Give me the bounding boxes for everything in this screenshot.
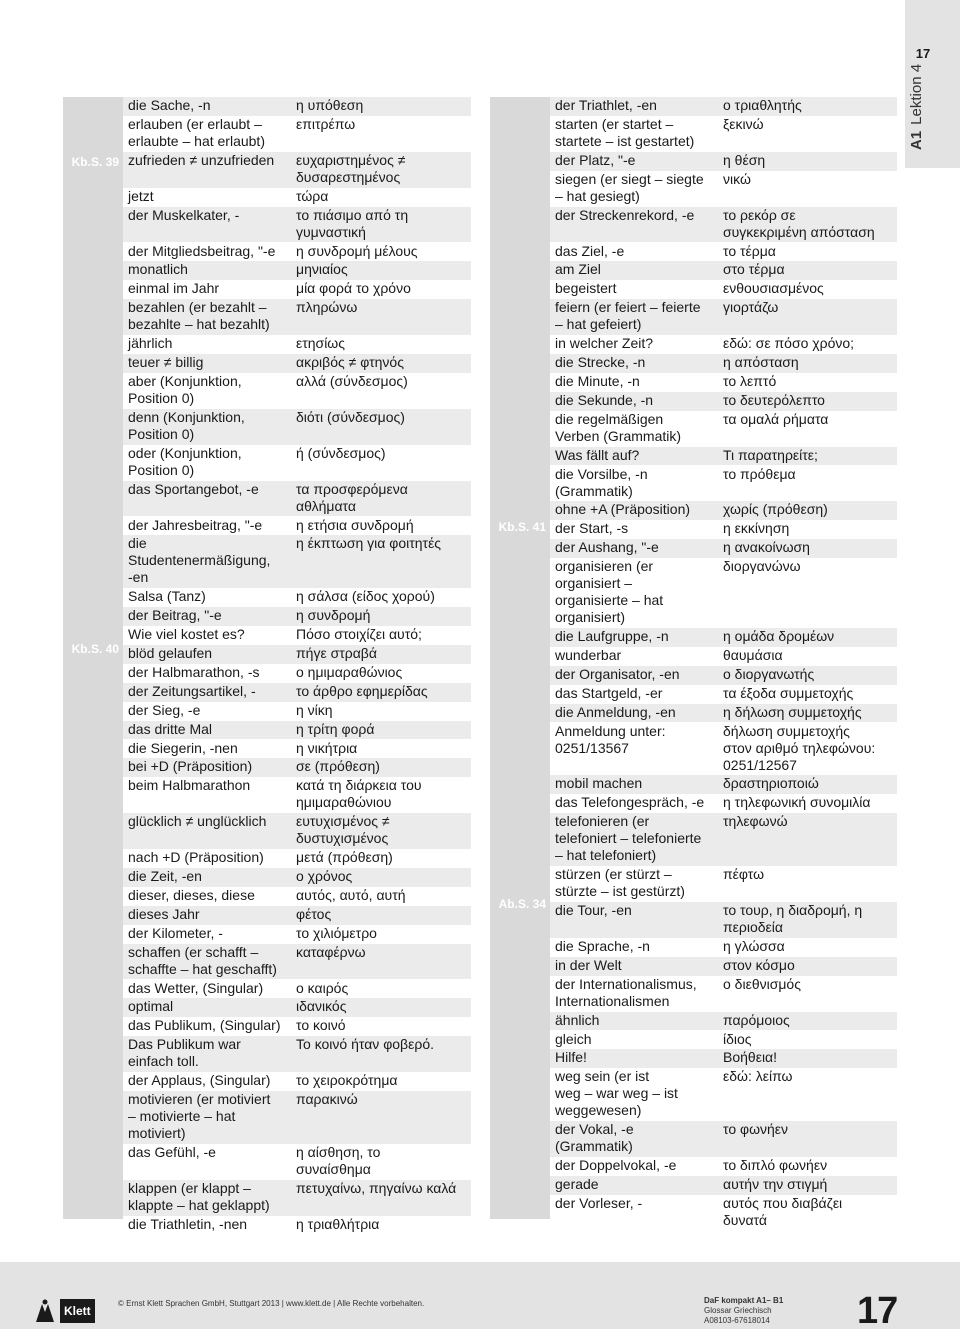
german-term: die Studentenermäßigung, -en	[128, 535, 271, 586]
greek-translation: η ομάδα δρομέων	[723, 628, 835, 644]
vocab-row	[123, 280, 471, 299]
german-term: nach +D (Präposition)	[128, 849, 264, 866]
german-term: der Aushang, "-e	[555, 539, 659, 556]
greek-translation: τα ομαλά ρήματα	[723, 410, 829, 427]
german-term: einmal im Jahr	[128, 280, 220, 297]
greek-translation: ιδανικός	[296, 998, 347, 1015]
german-term: die Sache, -n	[128, 97, 211, 113]
publication-info	[704, 1296, 783, 1326]
vocab-row	[123, 373, 471, 409]
vocab-row	[123, 517, 471, 536]
german-term: das Gefühl, -e	[128, 1143, 216, 1160]
greek-translation: ευτυχισμένος ≠ δυστυχισμένος	[296, 813, 390, 847]
greek-translation: αυτός που διαβάζει δυνατά	[723, 1194, 843, 1228]
greek-translation: σε (πρόθεση)	[296, 758, 380, 775]
german-term: gerade	[555, 1176, 599, 1192]
vocab-row	[123, 243, 471, 262]
greek-translation: χωρίς (πρόθεση)	[723, 501, 828, 518]
german-term: der Kilometer, -	[128, 924, 223, 941]
greek-translation: η συνδρομή μέλους	[296, 242, 418, 259]
vocab-row	[123, 299, 471, 335]
german-term: ohne +A (Präposition)	[555, 501, 691, 518]
vocab-row	[123, 261, 471, 280]
german-term: wunderbar	[555, 646, 622, 663]
lesson-label	[908, 64, 925, 150]
greek-translation: ο καιρός	[296, 979, 349, 996]
vocab-row	[550, 354, 897, 373]
vocab-row	[550, 1031, 897, 1050]
vocab-row	[123, 868, 471, 887]
vocab-row	[550, 704, 897, 723]
german-term: klappen (er klappt – klappte – hat geklappt)	[128, 1179, 270, 1213]
german-term: der Applaus, (Singular)	[128, 1072, 271, 1089]
greek-translation: παρακινώ	[296, 1091, 358, 1107]
level-label: A1	[908, 130, 925, 150]
greek-translation: η τριαθλήτρια	[296, 1215, 380, 1232]
glossary-column-right	[490, 97, 897, 1228]
lesson-name: Lektion 4	[908, 63, 925, 125]
vocab-row	[123, 664, 471, 683]
german-term: ähnlich	[555, 1011, 600, 1028]
vocab-row	[550, 171, 897, 207]
german-term: zufrieden ≠ unzufrieden	[128, 151, 275, 168]
greek-translation: ακριβός ≠ φτηνός	[296, 354, 404, 370]
german-term: organisieren (er organisiert – organisierte – hat organisiert)	[555, 558, 664, 626]
german-term: der Halbmarathon, -s	[128, 663, 260, 680]
vocab-row	[123, 535, 471, 588]
greek-translation: το άρθρο εφημερίδας	[296, 682, 428, 699]
vocab-row	[550, 723, 897, 776]
footer-bar	[0, 1262, 960, 1329]
greek-translation: η γλώσσα	[723, 937, 785, 954]
greek-translation: τώρα	[296, 187, 329, 204]
greek-translation: τηλεφωνώ	[723, 813, 788, 830]
vocab-row	[123, 188, 471, 207]
greek-translation: πέφτω	[723, 866, 765, 883]
vocab-row	[550, 539, 897, 558]
greek-translation: Το κοινό ήταν φοβερό.	[296, 1036, 434, 1053]
german-term: der Zeitungsartikel, -	[128, 682, 256, 699]
vocab-row	[123, 887, 471, 906]
vocab-row	[550, 466, 897, 502]
glossary-column-left	[63, 97, 471, 1232]
greek-translation: καταφέρνω	[296, 943, 366, 960]
german-term: starten (er startet – startete – ist gestartet)	[555, 115, 695, 149]
greek-translation: ευχαριστημένος ≠ δυσαρεστημένος	[296, 151, 406, 185]
reference-label: Kb.S. 41	[498, 520, 546, 534]
greek-translation: η θέση	[723, 151, 766, 168]
klett-mark-icon	[32, 1298, 58, 1324]
vocab-row	[550, 1049, 897, 1068]
german-term: die Zeit, -en	[128, 868, 202, 884]
vocab-row	[550, 501, 897, 520]
greek-translation: εδώ: λείπω	[723, 1068, 793, 1085]
greek-translation: το πιάσιμο από τη γυμναστική	[296, 206, 409, 240]
german-term: der Streckenrekord, -e	[555, 206, 695, 223]
vocab-row	[550, 152, 897, 171]
vocab-row	[550, 243, 897, 262]
vocab-row	[123, 1180, 471, 1216]
greek-translation: ίδιος	[723, 1030, 752, 1047]
greek-translation: το πρόθεμα	[723, 465, 796, 482]
vocab-row	[123, 944, 471, 980]
reference-label: Kb.S. 40	[71, 642, 119, 656]
german-term: der Vokal, -e (Grammatik)	[555, 1121, 634, 1155]
german-term: das Sportangebot, -e	[128, 480, 259, 497]
greek-translation: το δευτερόλεπτο	[723, 391, 825, 408]
greek-translation: η υπόθεση	[296, 97, 364, 113]
german-term: weg sein (er ist weg – war weg – ist weggewesen)	[555, 1068, 678, 1119]
german-term: aber (Konjunktion, Position 0)	[128, 372, 242, 406]
vocab-row	[123, 207, 471, 243]
vocab-row	[123, 925, 471, 944]
vocab-row	[550, 558, 897, 628]
vocab-row	[123, 645, 471, 664]
german-term: der Internationalismus, Internationalismen	[555, 975, 697, 1009]
vocab-row	[123, 354, 471, 373]
greek-translation: μετά (πρόθεση)	[296, 849, 393, 866]
german-term: die Tour, -en	[555, 902, 632, 918]
greek-translation: η ετήσια συνδρομή	[296, 516, 414, 533]
german-term: der Triathlet, -en	[555, 97, 657, 113]
vocab-row	[123, 116, 471, 152]
german-term: das dritte Mal	[128, 720, 213, 737]
greek-translation: παρόμοιος	[723, 1011, 790, 1028]
vocab-row	[550, 280, 897, 299]
vocab-row	[123, 607, 471, 626]
greek-translation: στο τέρμα	[723, 261, 785, 278]
vocab-row	[550, 647, 897, 666]
german-term: teuer ≠ billig	[128, 354, 204, 370]
german-term: mobil machen	[555, 775, 643, 792]
greek-translation: ο χρόνος	[296, 868, 353, 884]
german-term: Wie viel kostet es?	[128, 626, 245, 643]
greek-translation: ο τριαθλητής	[723, 97, 802, 113]
greek-translation: Πόσο στοιχίζει αυτό;	[296, 626, 422, 643]
german-term: motivieren (er motiviert – motivierte – hat motiviert)	[128, 1091, 271, 1141]
vocab-row	[123, 740, 471, 759]
greek-translation: εδώ: σε πόσο χρόνο;	[723, 335, 855, 352]
vocab-row	[550, 116, 897, 152]
german-term: die Strecke, -n	[555, 354, 646, 370]
copyright-text: © Ernst Klett Sprachen GmbH, Stuttgart 2013 | www.klett.de | Alle Rechte vorbehalten.	[118, 1299, 425, 1308]
vocab-row	[550, 207, 897, 243]
german-term: Das Publikum war einfach toll.	[128, 1036, 241, 1070]
greek-translation: το κοινό	[296, 1017, 346, 1034]
vocab-row	[123, 1017, 471, 1036]
greek-translation: διοργανώνω	[723, 558, 801, 575]
german-term: bezahlen (er bezahlt – bezahlte – hat bezahlt)	[128, 299, 270, 333]
vocab-row	[550, 520, 897, 539]
german-term: die Sekunde, -n	[555, 391, 654, 408]
german-term: die Sprache, -n	[555, 937, 650, 954]
greek-translation: κατά τη διάρκεια του ημιμαραθώνιου	[296, 777, 422, 811]
greek-translation: ο διεθνισμός	[723, 975, 801, 992]
vocab-row	[123, 721, 471, 740]
greek-translation: γιορτάζω	[723, 299, 779, 316]
greek-translation: μηνιαίος	[296, 261, 348, 278]
reference-label: Ab.S. 34	[498, 897, 546, 911]
vocab-row	[550, 392, 897, 411]
vocab-row	[550, 957, 897, 976]
greek-translation: Τι παρατηρείτε;	[723, 446, 818, 463]
vocab-row	[550, 97, 897, 116]
greek-translation: η δήλωση συμμετοχής	[723, 703, 862, 720]
vocab-row	[550, 866, 897, 902]
greek-translation: πληρώνω	[296, 299, 358, 316]
vocab-row	[123, 702, 471, 721]
book-title: DaF kompakt A1– B1	[704, 1296, 784, 1305]
vocab-row	[550, 813, 897, 866]
german-term: dieser, dieses, diese	[128, 886, 255, 903]
german-term: die Vorsilbe, -n (Grammatik)	[555, 465, 648, 499]
greek-translation: νικώ	[723, 170, 751, 187]
vocab-row	[123, 777, 471, 813]
german-term: gleich	[555, 1030, 592, 1047]
greek-translation: επιτρέπω	[296, 115, 356, 132]
greek-translation: το τέρμα	[723, 242, 776, 259]
vocab-row	[550, 373, 897, 392]
greek-translation: η εκκίνηση	[723, 520, 790, 537]
german-term: oder (Konjunktion, Position 0)	[128, 444, 242, 478]
greek-translation: το χειροκρότημα	[296, 1072, 398, 1089]
vocab-row	[123, 445, 471, 481]
greek-translation: φέτος	[296, 905, 332, 922]
vocab-row	[550, 902, 897, 938]
german-term: der Vorleser, -	[555, 1194, 643, 1211]
greek-translation: το λεπτό	[723, 372, 777, 389]
german-term: der Sieg, -e	[128, 701, 201, 718]
german-term: das Telefongespräch, -e	[555, 794, 705, 811]
german-term: das Wetter, (Singular)	[128, 979, 264, 996]
german-term: der Beitrag, "-e	[128, 607, 222, 624]
greek-translation: η τηλεφωνική συνομιλία	[723, 794, 871, 811]
german-term: beim Halbmarathon	[128, 777, 251, 794]
german-term: in welcher Zeit?	[555, 335, 654, 352]
german-term: der Muskelkater, -	[128, 206, 240, 223]
vocab-row	[550, 335, 897, 354]
vocab-row	[550, 666, 897, 685]
vocab-row	[550, 685, 897, 704]
greek-translation: αυτός, αυτό, αυτή	[296, 886, 406, 903]
greek-translation: ή (σύνδεσμος)	[296, 444, 386, 461]
german-term: jährlich	[128, 335, 173, 352]
vocab-row	[550, 299, 897, 335]
greek-translation: η συνδρομή	[296, 607, 371, 624]
greek-translation: η απόσταση	[723, 354, 799, 370]
vocab-row	[550, 1012, 897, 1031]
greek-translation: Βοήθεια!	[723, 1049, 778, 1066]
greek-translation: πετυχαίνω, πηγαίνω καλά	[296, 1179, 457, 1196]
german-term: Was fällt auf?	[555, 446, 640, 463]
vocab-row	[123, 1072, 471, 1091]
german-term: die Siegerin, -nen	[128, 739, 238, 756]
vocab-row	[550, 1176, 897, 1195]
german-term: telefonieren (er telefoniert – telefonierte – hat telefoniert)	[555, 813, 702, 864]
german-term: am Ziel	[555, 261, 601, 278]
german-term: Hilfe!	[555, 1049, 587, 1066]
greek-translation: το χιλιόμετρο	[296, 924, 377, 941]
greek-translation: ο διοργανωτής	[723, 665, 815, 682]
german-term: bei +D (Präposition)	[128, 758, 253, 775]
greek-translation: η τρίτη φορά	[296, 720, 375, 737]
german-term: blöd gelaufen	[128, 645, 213, 661]
vocab-row	[123, 906, 471, 925]
greek-translation: η έκπτωση για φοιτητές	[296, 535, 442, 552]
greek-translation: το διπλό φωνήεν	[723, 1157, 828, 1174]
german-term: der Jahresbeitrag, "-e	[128, 516, 263, 533]
vocab-row	[550, 1195, 897, 1231]
greek-translation: αυτήν την στιγμή	[723, 1176, 828, 1192]
greek-translation: η ανακοίνωση	[723, 539, 810, 556]
vocab-row	[123, 1036, 471, 1072]
vocab-row	[123, 409, 471, 445]
german-term: schaffen (er schafft – schaffte – hat geschafft)	[128, 943, 277, 977]
german-term: das Ziel, -e	[555, 242, 625, 259]
german-term: die Triathletin, -nen	[128, 1215, 248, 1232]
footer-page-number: 17	[857, 1290, 898, 1332]
greek-translation: ετησίως	[296, 335, 345, 352]
german-term: feiern (er feiert – feierte – hat gefeiert)	[555, 299, 701, 333]
german-term: der Mitgliedsbeitrag, "-e	[128, 242, 276, 259]
german-term: dieses Jahr	[128, 905, 200, 922]
greek-translation: το φωνήεν	[723, 1121, 789, 1138]
vocab-row	[550, 938, 897, 957]
greek-translation: η αίσθηση, το συναίσθημα	[296, 1143, 381, 1177]
vocab-row	[550, 628, 897, 647]
german-term: optimal	[128, 998, 174, 1015]
vocab-row	[123, 481, 471, 517]
greek-translation: η νίκη	[296, 701, 333, 718]
vocab-row	[123, 1091, 471, 1144]
greek-translation: το ρεκόρ σε συγκεκριμένη απόσταση	[723, 206, 875, 240]
vocab-row	[550, 447, 897, 466]
book-code: A08103-67618014	[704, 1316, 770, 1325]
german-term: glücklich ≠ unglücklich	[128, 813, 267, 830]
klett-logo	[32, 1298, 95, 1324]
german-term: Anmeldung unter: 0251/13567	[555, 722, 666, 756]
greek-translation: αλλά (σύνδεσμος)	[296, 372, 408, 389]
german-term: stürzen (er stürzt – stürzte – ist gestürzt)	[555, 866, 685, 900]
greek-translation: ο ημιμαραθώνιος	[296, 663, 403, 680]
german-term: das Startgeld, -er	[555, 684, 663, 701]
german-term: der Organisator, -en	[555, 665, 680, 682]
vocab-row	[550, 1068, 897, 1121]
german-term: erlauben (er erlaubt – erlaubte – hat erlaubt)	[128, 115, 265, 149]
german-term: der Start, -s	[555, 520, 629, 537]
greek-translation: δήλωση συμμετοχής στον αριθμό τηλεφώνου: 0251/12567	[723, 722, 876, 773]
german-term: der Platz, "-e	[555, 151, 636, 168]
greek-translation: στον κόσμο	[723, 956, 795, 973]
greek-translation: τα έξοδα συμμετοχής	[723, 684, 854, 701]
greek-translation: η νικήτρια	[296, 739, 358, 756]
vocab-row	[123, 998, 471, 1017]
vocab-row	[550, 1157, 897, 1176]
german-term: siegen (er siegt – siegte – hat gesiegt)	[555, 170, 704, 204]
reference-strip-right	[490, 97, 550, 1219]
greek-translation: ξεκινώ	[723, 115, 764, 132]
greek-translation: η σάλσα (είδος χορού)	[296, 588, 435, 605]
vocab-row	[123, 758, 471, 777]
greek-translation: ενθουσιασμένος	[723, 280, 824, 297]
german-term: monatlich	[128, 261, 188, 278]
vocab-row	[123, 588, 471, 607]
vocab-row	[123, 849, 471, 868]
vocab-row	[123, 980, 471, 999]
german-term: die Laufgruppe, -n	[555, 628, 669, 644]
greek-translation: θαυμάσια	[723, 646, 783, 663]
book-subtitle: Glossar Griechisch	[704, 1306, 772, 1315]
greek-translation: διότι (σύνδεσμος)	[296, 408, 405, 425]
vocab-row	[550, 775, 897, 794]
greek-translation: τα προσφερόμενα αθλήματα	[296, 480, 408, 514]
vocab-row	[123, 335, 471, 354]
vocab-row	[550, 411, 897, 447]
german-term: die regelmäßigen Verben (Grammatik)	[555, 410, 682, 444]
greek-translation: δραστηριοποιώ	[723, 775, 819, 792]
german-term: die Minute, -n	[555, 372, 640, 389]
greek-translation: μία φορά το χρόνο	[296, 280, 411, 297]
vocab-row	[550, 976, 897, 1012]
reference-label: Kb.S. 39	[71, 155, 119, 169]
page-number: 17	[915, 46, 931, 61]
german-term: jetzt	[128, 187, 154, 204]
vocab-row	[550, 1121, 897, 1157]
greek-translation: το τουρ, η διαδρομή, η περιοδεία	[723, 902, 863, 935]
vocab-row	[123, 1216, 471, 1235]
german-term: in der Welt	[555, 956, 622, 973]
vocab-row	[123, 1144, 471, 1180]
vocab-row	[123, 152, 471, 188]
german-term: die Anmeldung, -en	[555, 703, 676, 720]
german-term: Salsa (Tanz)	[128, 588, 206, 605]
reference-strip-left	[63, 97, 123, 1219]
german-term: der Doppelvokal, -e	[555, 1157, 677, 1174]
vocab-row	[123, 626, 471, 645]
greek-translation: πήγε στραβά	[296, 645, 377, 661]
klett-wordmark: Klett	[60, 1299, 95, 1323]
german-term: das Publikum, (Singular)	[128, 1017, 281, 1034]
vocab-row	[123, 97, 471, 116]
vocab-row	[550, 794, 897, 813]
vocab-row	[123, 813, 471, 849]
german-term: denn (Konjunktion, Position 0)	[128, 408, 245, 442]
vocab-row	[550, 261, 897, 280]
german-term: begeistert	[555, 280, 617, 297]
vocab-row	[123, 683, 471, 702]
